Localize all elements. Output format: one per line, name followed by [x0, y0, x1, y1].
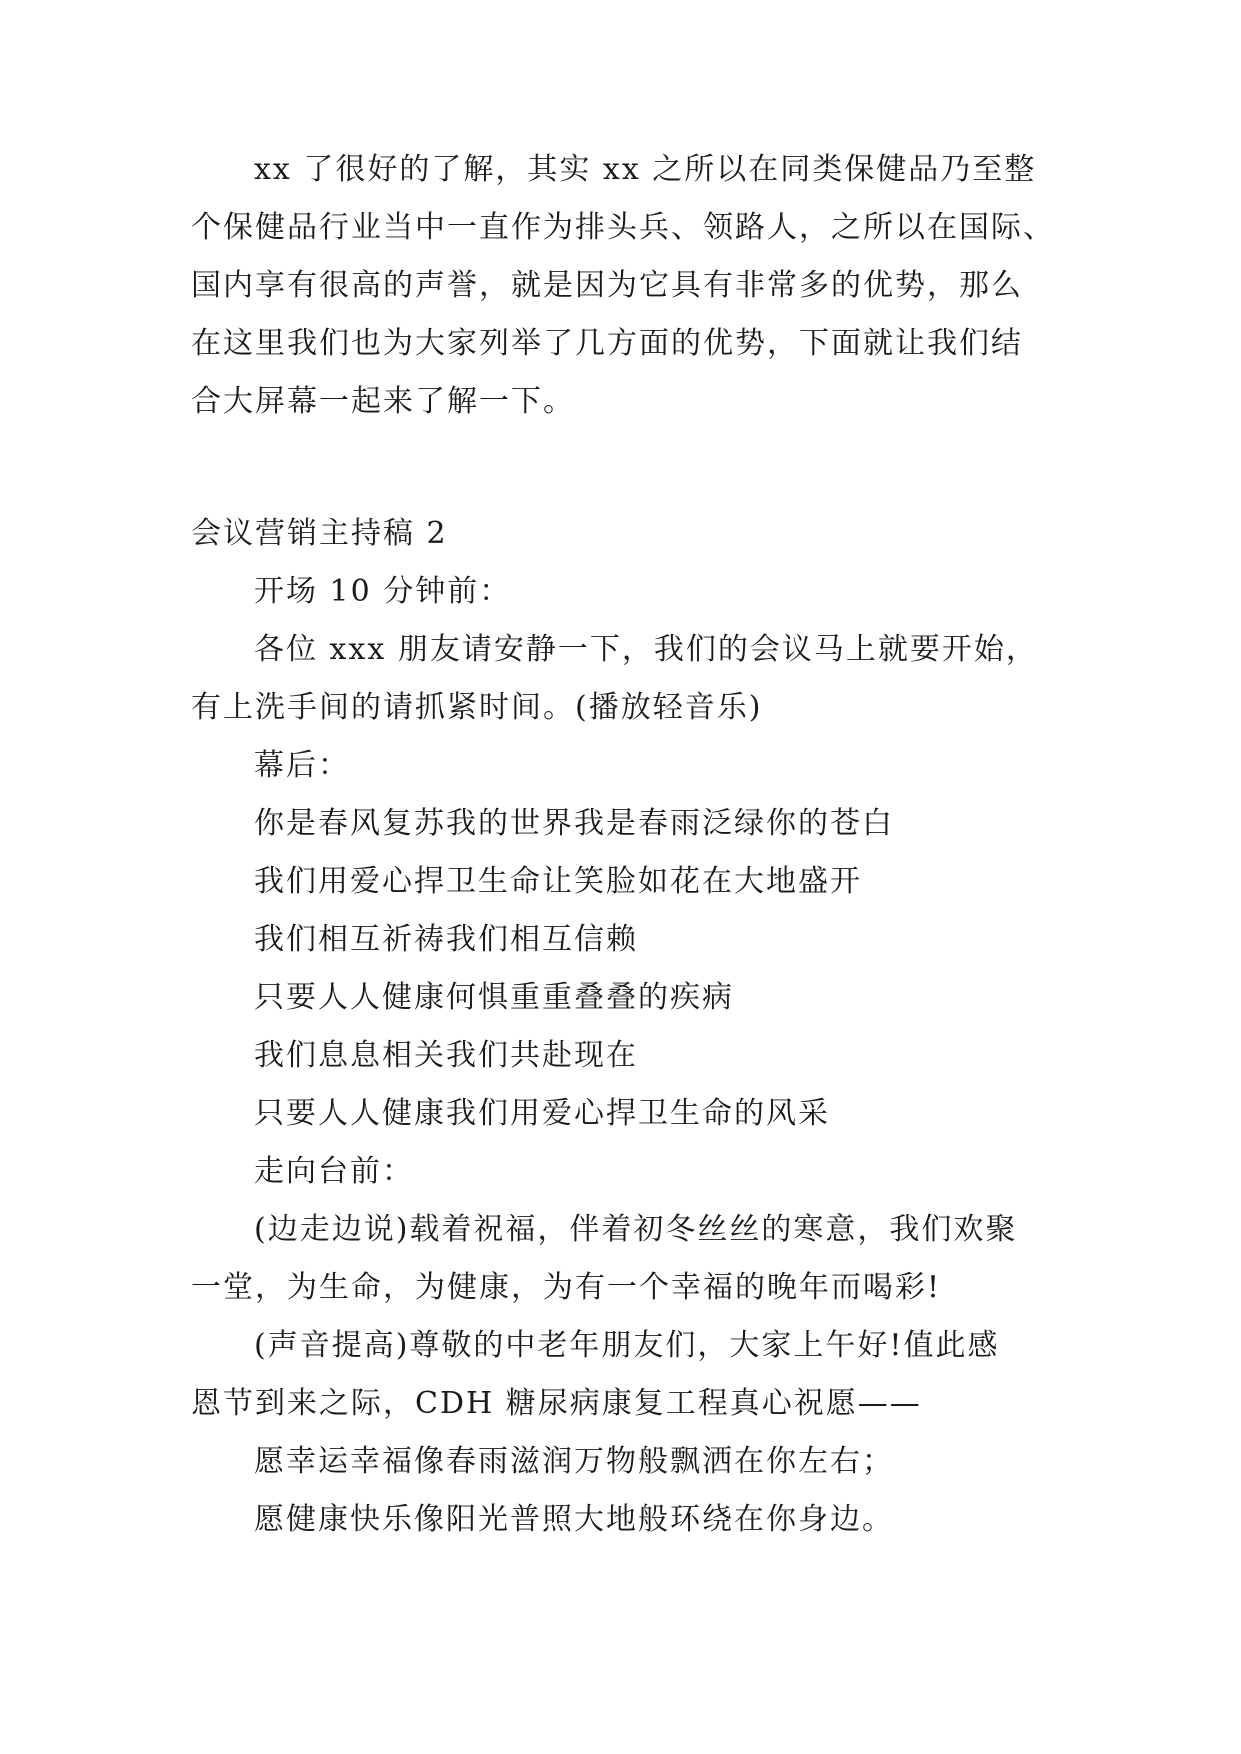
- paragraph-line: 一堂，为生命，为健康，为有一个幸福的晚年而喝彩!: [191, 1270, 942, 1305]
- paragraph-line: 恩节到来之际，CDH 糖尿病康复工程真心祝愿——: [191, 1386, 922, 1421]
- poem-line: 我们息息相关我们共赴现在: [254, 1038, 638, 1073]
- paragraph-line: 有上洗手间的请抓紧时间。(播放轻音乐): [191, 690, 763, 725]
- paragraph-line: 幕后：: [254, 748, 350, 783]
- paragraph-line: 合大屏幕一起来了解一下。: [191, 384, 575, 419]
- poem-line: 只要人人健康我们用爱心捍卫生命的风采: [254, 1096, 830, 1131]
- poem-line: 我们相互祈祷我们相互信赖: [254, 922, 638, 957]
- paragraph-line: 愿健康快乐像阳光普照大地般环绕在你身边。: [254, 1502, 894, 1537]
- poem-line: 你是春风复苏我的世界我是春雨泛绿你的苍白: [254, 806, 894, 841]
- paragraph-line: 愿幸运幸福像春雨滋润万物般飘洒在你左右；: [254, 1444, 894, 1479]
- paragraph-line: 走向台前：: [254, 1154, 414, 1189]
- section-title: 会议营销主持稿 2: [191, 516, 448, 551]
- paragraph-line: 个保健品行业当中一直作为排头兵、领路人，之所以在国际、: [191, 210, 1055, 245]
- paragraph-line: (声音提高)尊敬的中老年朋友们，大家上午好!值此感: [254, 1328, 1000, 1363]
- paragraph-line: xx 了很好的了解，其实 xx 之所以在同类保健品乃至整: [254, 152, 1037, 187]
- paragraph-line: 开场 10 分钟前：: [254, 574, 512, 609]
- paragraph-line: 各位 xxx 朋友请安静一下，我们的会议马上就要开始，: [254, 632, 1038, 667]
- poem-line: 我们用爱心捍卫生命让笑脸如花在大地盛开: [254, 864, 862, 899]
- poem-line: 只要人人健康何惧重重叠叠的疾病: [254, 980, 734, 1015]
- paragraph-line: 在这里我们也为大家列举了几方面的优势，下面就让我们结: [191, 326, 1023, 361]
- paragraph-line: 国内享有很高的声誉，就是因为它具有非常多的优势，那么: [191, 268, 1023, 303]
- paragraph-line: (边走边说)载着祝福，伴着初冬丝丝的寒意，我们欢聚: [254, 1212, 1018, 1247]
